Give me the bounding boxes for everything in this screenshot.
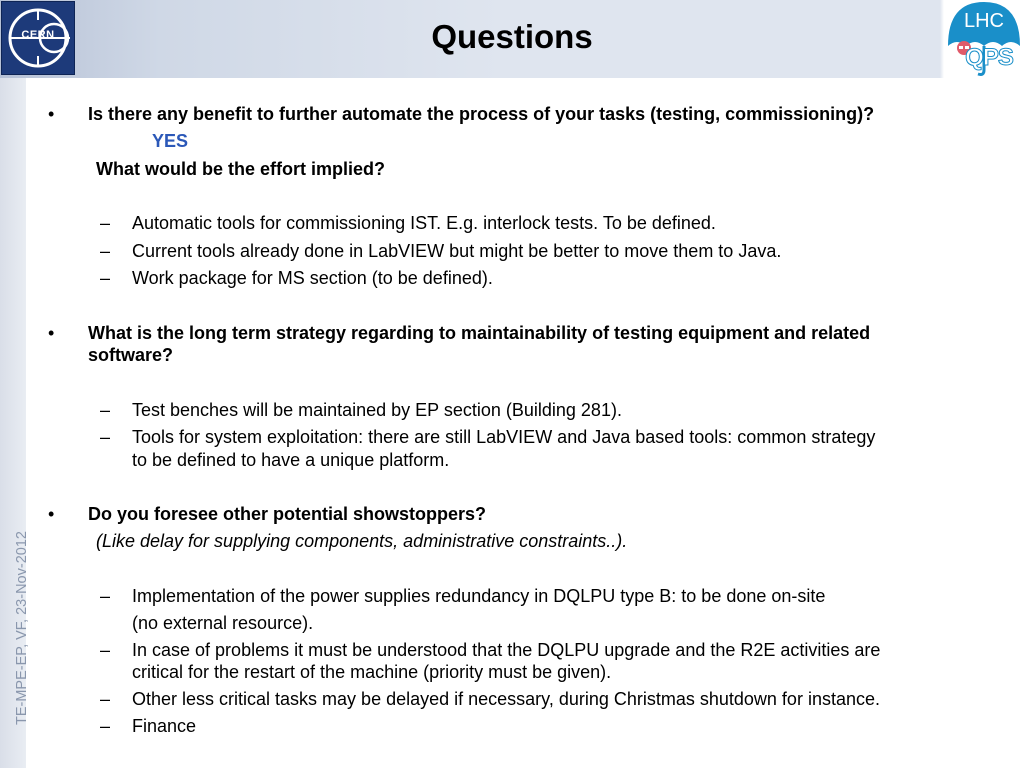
list-item-continuation: to be defined to have a unique platform. [132, 450, 450, 470]
dash-icon: – [100, 689, 111, 709]
cern-logo-text: CERN [21, 29, 55, 41]
dash-icon: – [100, 268, 111, 288]
bullet-icon: • [48, 104, 55, 124]
dash-icon: – [100, 586, 111, 606]
list-item: Tools for system exploitation: there are still LabVIEW and Java based tools: common strategy [132, 427, 876, 447]
dash-icon: – [100, 400, 111, 420]
question-3: Do you foresee other potential showstoppers? [88, 504, 487, 524]
list-item: Implementation of the power supplies redundancy in DQLPU type B: to be done on-site [132, 586, 826, 606]
list-item: In case of problems it must be understood that the DQLPU upgrade and the R2E activities are [132, 640, 881, 660]
question-1-followup: What would be the effort implied? [96, 159, 385, 179]
question-3-note: (Like delay for supplying components, administrative constraints..). [96, 531, 628, 551]
question-2-line-1: What is the long term strategy regarding to maintainability of testing equipment and related [88, 323, 871, 343]
list-item: Current tools already done in LabVIEW but might be better to move them to Java. [132, 241, 782, 261]
answer-yes: YES [152, 131, 189, 151]
dash-icon: – [100, 716, 111, 736]
question-1: Is there any benefit to further automate the process of your tasks (testing, commissioning)? [88, 104, 875, 124]
list-item: Automatic tools for commissioning IST. E.g. interlock tests. To be defined. [132, 213, 716, 233]
list-item-continuation: (no external resource). [132, 613, 314, 633]
list-item: Work package for MS section (to be defined). [132, 268, 493, 288]
dash-icon: – [100, 213, 111, 233]
dash-icon: – [100, 241, 111, 261]
qps-logo-text: QPS [965, 44, 1013, 71]
list-item-continuation: critical for the restart of the machine (priority must be given). [132, 662, 612, 682]
question-2-line-2: software? [88, 345, 174, 365]
dash-icon: – [100, 640, 111, 660]
bullet-icon: • [48, 323, 55, 343]
bullet-icon: • [48, 504, 55, 524]
footer-side-label: TE-MPE-EP, VF, 23-Nov-2012 [14, 531, 30, 725]
slide-title: Questions [431, 18, 593, 55]
list-item: Finance [132, 716, 197, 736]
list-item: Other less critical tasks may be delayed if necessary, during Christmas shutdown for instance. [132, 689, 880, 709]
list-item: Test benches will be maintained by EP section (Building 281). [132, 400, 622, 420]
dash-icon: – [100, 427, 111, 447]
lhc-logo-text: LHC [963, 10, 1004, 32]
